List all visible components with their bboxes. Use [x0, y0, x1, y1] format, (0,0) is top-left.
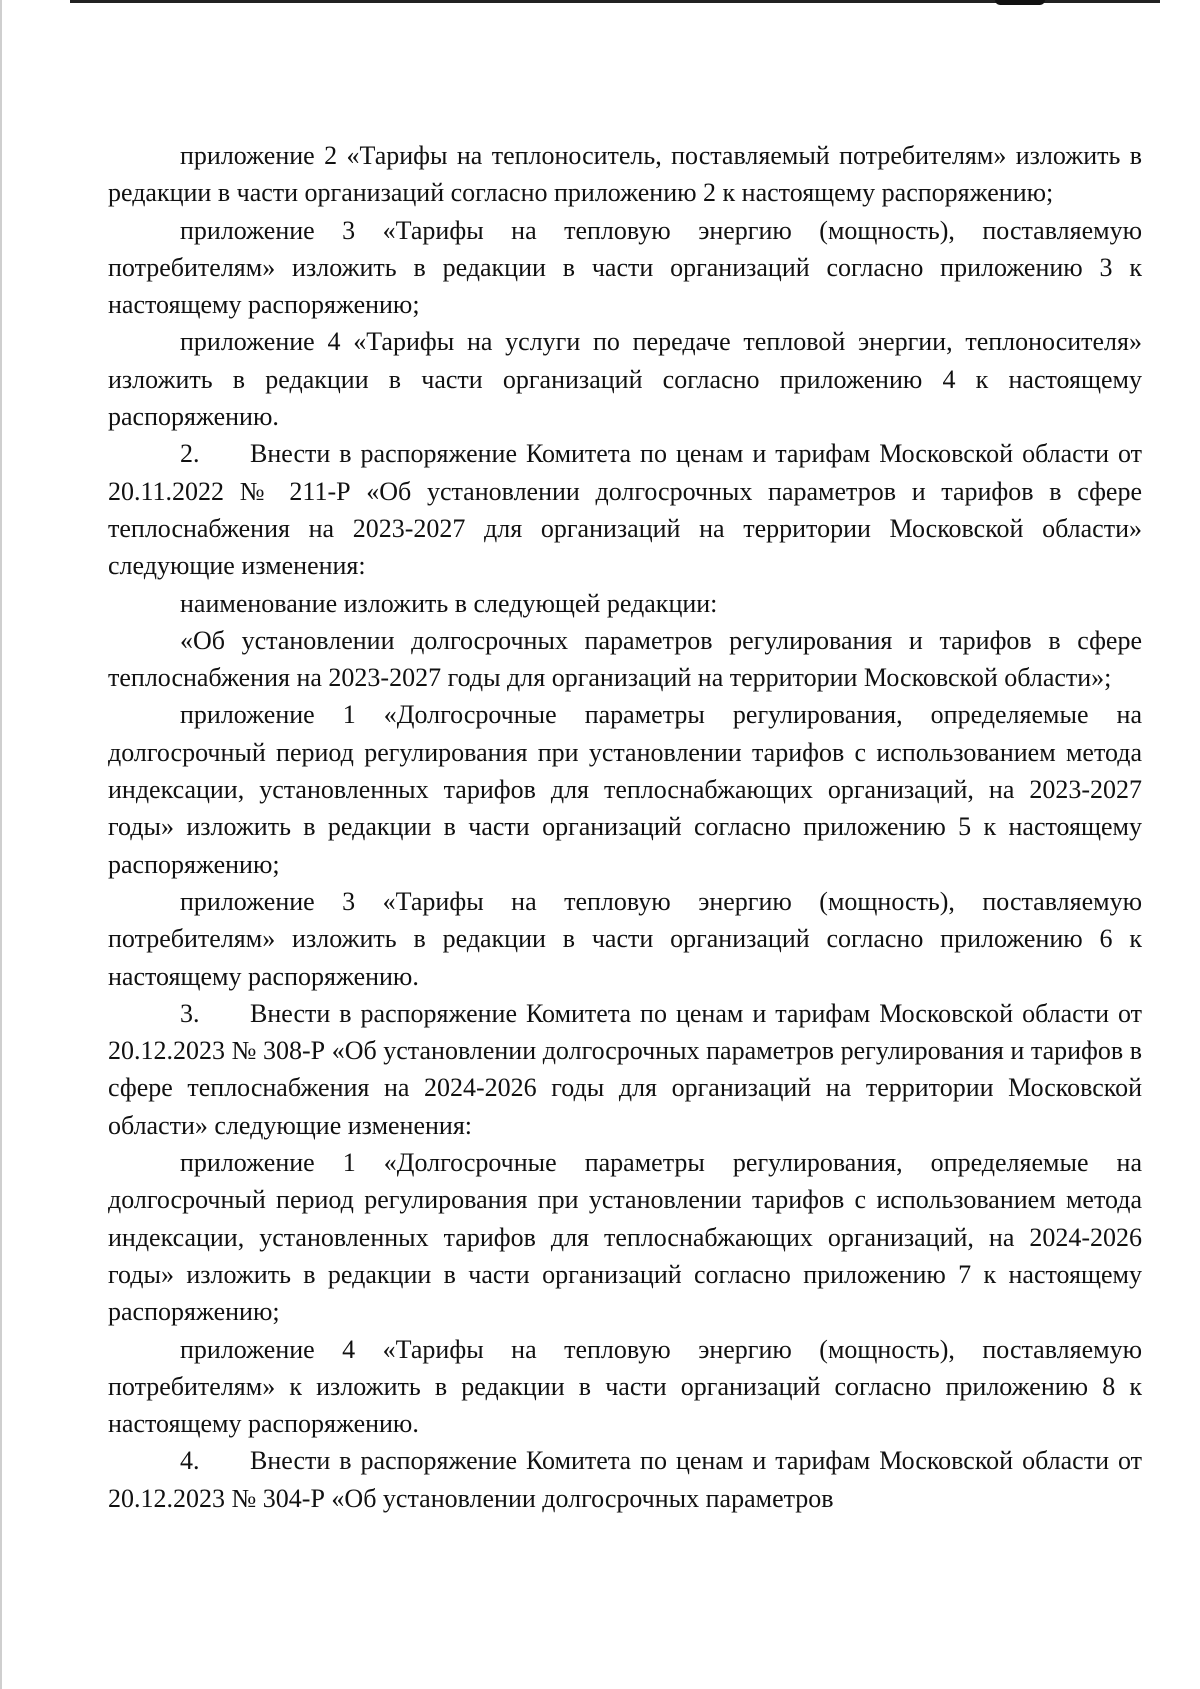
paragraph-appendix-4-2024: приложение 4 «Тарифы на тепловую энергию (мощность), поставляемую потребителям» к изложить в редакции в части организаций согласно приложению 8 к настоящему распоряжению.: [108, 1334, 1142, 1439]
paragraph-item-3: [108, 995, 1142, 1144]
scan-edge: [0, 0, 2, 1689]
item-text: Внести в распоряжение Комитета по ценам и тарифам Московской области от 20.12.2023 № 308-Р «Об установлении долгосрочных параметров регулирования и тарифов в сфере теплоснабжения на 2024-2026 годы для организаций на территории Московской области» следующие изменения:: [108, 998, 1142, 1140]
item-text: Внести в распоряжение Комитета по ценам и тарифам Московской области от 20.11.2022 № 211-Р «Об установлении долгосрочных параметров и тарифов в сфере теплоснабжения на 2023-2027 для организаций на территории Московской области» следующие изменения:: [108, 439, 1142, 581]
paragraph-appendix-2: приложение 2 «Тарифы на теплоноситель, поставляемый потребителям» изложить в редакции в части организаций согласно приложению 2 к настоящему распоряжению;: [108, 141, 1142, 208]
paragraph-appendix-1-2024: приложение 1 «Долгосрочные параметры регулирования, определяемые на долгосрочный период регулирования при установлении тарифов с использованием метода индексации, установленных тарифов для теплоснабжающих организаций, на 2024-2026 годы» изложить в редакции в части организаций согласно приложению 7 к настоящему распоряжению;: [108, 1148, 1142, 1327]
paragraph-name-change: наименование изложить в следующей редакции:: [180, 588, 718, 618]
paragraph-appendix-3: приложение 3 «Тарифы на тепловую энергию (мощность), поставляемую потребителям» изложить в редакции в части организаций согласно приложению 3 к настоящему распоряжению;: [108, 215, 1142, 320]
item-number: 3.: [180, 998, 200, 1028]
paragraph-new-title: «Об установлении долгосрочных параметров регулирования и тарифов в сфере теплоснабжения на 2023-2027 годы для организаций на территории Московской области»;: [108, 625, 1142, 693]
paragraph-appendix-3-2023: приложение 3 «Тарифы на тепловую энергию (мощность), поставляемую потребителям» изложить в редакции в части организаций согласно приложению 6 к настоящему распоряжению.: [108, 886, 1142, 991]
document-page: [108, 137, 1142, 1517]
paragraph-item-2: [108, 435, 1142, 584]
paragraph-appendix-4: приложение 4 «Тарифы на услуги по передаче тепловой энергии, теплоносителя» изложить в редакции в части организаций согласно приложению 4 к настоящему распоряжению.: [108, 327, 1142, 432]
item-text: Внести в распоряжение Комитета по ценам и тарифам Московской области от 20.12.2023 № 304-Р «Об установлении долгосрочных параметров: [108, 1446, 1142, 1513]
item-number: 4.: [180, 1446, 200, 1476]
scan-mark: [995, 0, 1045, 5]
paragraph-item-4: [108, 1442, 1142, 1517]
paragraph-appendix-1-2023: приложение 1 «Долгосрочные параметры регулирования, определяемые на долгосрочный период регулирования при установлении тарифов с использованием метода индексации, установленных тарифов для теплоснабжающих организаций, на 2023-2027 годы» изложить в редакции в части организаций согласно приложению 5 к настоящему распоряжению;: [108, 700, 1142, 879]
item-number: 2.: [180, 439, 200, 469]
